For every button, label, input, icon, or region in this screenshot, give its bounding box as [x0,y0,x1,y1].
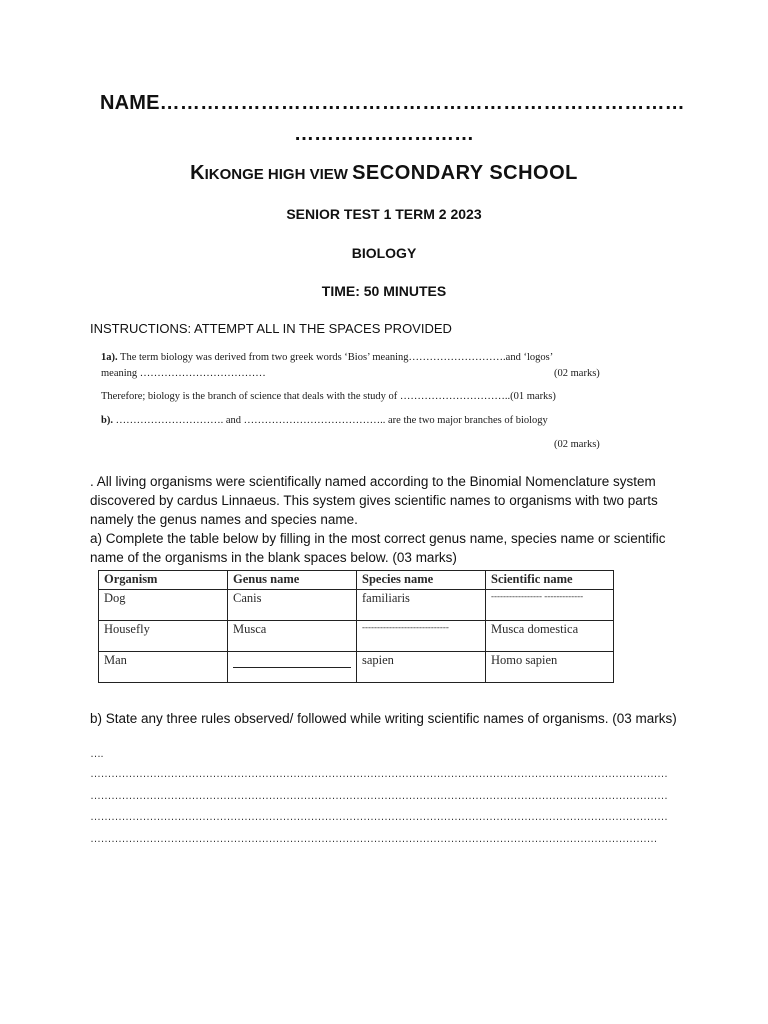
school-name [0,162,768,185]
table-cell-blank[interactable]: ----------------------------- [357,621,486,652]
answer-blank-line [233,667,351,668]
answer-line[interactable]: ………………………………………………………………………………………………………………………………………………… [90,768,668,780]
table-cell-blank[interactable] [228,652,357,683]
name-field-line: NAME…………………………………………………………………… [100,92,685,114]
table-row [99,590,614,621]
table-cell: sapien [357,652,486,683]
binomial-paragraph: . All living organisms were scientifically named according to the Binomial Nomenclature system discovered by cardus Linnaeus. This system gives scientific names to organisms with two parts namely the genus names and species name. [90,474,658,527]
table-cell: Housefly [99,621,228,652]
question-1a-label: 1a). [101,352,118,363]
answer-line[interactable]: ……………………………………………………………………………………………………………………………………………… [90,833,657,845]
answer-dots-short[interactable]: …. [90,748,104,760]
question-1a-marks: (02 marks) [554,368,600,379]
table-cell: Musca domestica [486,621,614,652]
question-1a-text: The term biology was derived from two greek words ‘Bios’ meaning……………………….and ‘logos’ [117,352,554,363]
table-cell: Homo sapien [486,652,614,683]
question-2-text [90,472,690,567]
question-1b [101,415,548,426]
table-cell: Musca [228,621,357,652]
table-cell: familiaris [357,590,486,621]
table-cell: Canis [228,590,357,621]
table-header: Species name [357,571,486,590]
school-name-initial: K [190,162,205,184]
question-1a-therefore: Therefore; biology is the branch of science that deals with the study of …………………………..(01 marks) [101,391,556,402]
answer-line[interactable]: ………………………………………………………………………………………………………………………………………………… [90,790,668,802]
question-1b-label: b). [101,415,113,426]
table-cell: Man [99,652,228,683]
table-header: Scientific name [486,571,614,590]
nomenclature-table [98,570,614,683]
subject-title: BIOLOGY [351,245,417,261]
question-1b-text: …………………………. and ………………………………….. are the two major branches of biology [112,415,548,426]
question-2a: a) Complete the table below by filling in the most correct genus name, species name or scientific name of the organisms in the blank spaces below. (03 marks) [90,531,666,565]
time-allowed: TIME: 50 MINUTES [321,283,447,299]
table-row [99,652,614,683]
name-field-continuation: ……………………… [294,123,474,145]
table-row [99,621,614,652]
table-header-row [99,571,614,590]
question-1a [101,352,553,363]
question-1b-marks: (02 marks) [554,439,600,450]
table-cell-blank[interactable]: ----------------- ------------- [486,590,614,621]
test-title: SENIOR TEST 1 TERM 2 2023 [286,206,482,222]
instructions: INSTRUCTIONS: ATTEMPT ALL IN THE SPACES PROVIDED [90,321,452,336]
school-name-rest: IKONGE HIGH VIEW [204,166,353,183]
table-cell: Dog [99,590,228,621]
table-header: Genus name [228,571,357,590]
question-1a-line2: meaning ……………………………… [101,368,266,379]
school-name-secondary: SECONDARY SCHOOL [352,162,578,184]
question-2b: b) State any three rules observed/ followed while writing scientific names of organisms. (03 marks) [90,711,677,726]
answer-line[interactable]: ………………………………………………………………………………………………………………………………………………… [90,811,668,823]
table-header: Organism [99,571,228,590]
